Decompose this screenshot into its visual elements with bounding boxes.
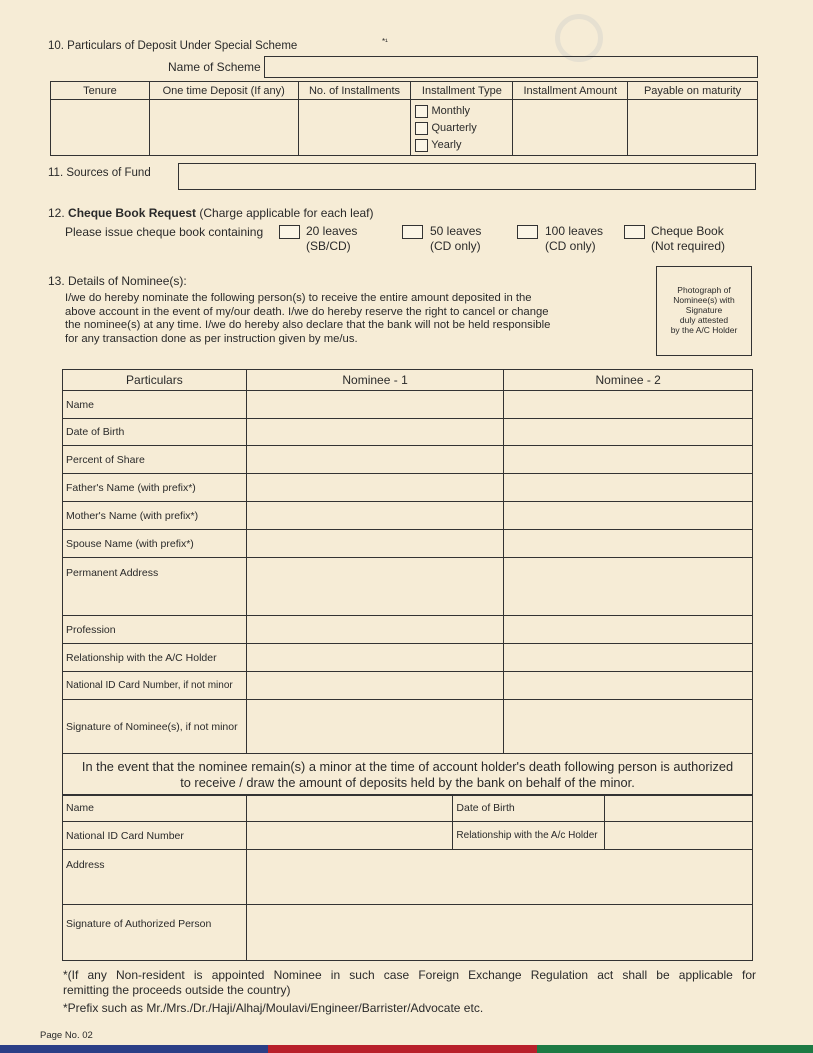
- footer-color-stripe: [0, 1045, 813, 1053]
- no-cheque-line2: (Not required): [651, 239, 726, 253]
- photo-box-line: Signature: [685, 305, 723, 315]
- nominee2-profession[interactable]: [504, 616, 753, 644]
- section-13-heading: 13. Details of Nominee(s):: [48, 274, 187, 288]
- installment-amount-cell[interactable]: [513, 100, 628, 156]
- option-20-leaves[interactable]: [279, 224, 300, 239]
- guardian-dob-label: Date of Birth: [453, 795, 605, 822]
- stripe-red: [268, 1045, 536, 1053]
- header-nominee-2: Nominee - 2: [504, 370, 753, 391]
- stripe-green: [537, 1045, 813, 1053]
- col-installment-amount: Installment Amount: [513, 82, 628, 100]
- photo-box-line: duly attested: [679, 315, 729, 325]
- guardian-address-field[interactable]: [246, 850, 752, 905]
- leaves-100-line2: (CD only): [545, 239, 596, 253]
- checkbox-20-leaves[interactable]: [279, 225, 300, 239]
- section-10-asterisk: *¹: [382, 37, 388, 46]
- quarterly-checkbox[interactable]: [415, 122, 428, 135]
- nominee1-relationship[interactable]: [246, 644, 504, 672]
- photo-box-line: Nominee(s) with: [673, 295, 735, 305]
- deposit-scheme-table: [50, 81, 758, 156]
- label-50-leaves: [430, 224, 481, 254]
- leaves-20-line1: 20 leaves: [306, 224, 358, 238]
- row-label-profession: Profession: [63, 616, 247, 644]
- col-tenure: Tenure: [51, 82, 150, 100]
- declaration-line: I/we do hereby nominate the following person(s) to receive the entire amount deposited in the: [65, 292, 532, 304]
- minor-notice-line: to receive / draw the amount of deposits held by the bank on behalf of the minor.: [180, 774, 635, 790]
- option-quarterly[interactable]: [415, 120, 512, 137]
- col-no-installments: No. of Installments: [298, 82, 411, 100]
- minor-notice-line: In the event that the nominee remain(s) a minor at the time of account holder's death following person is authorized: [81, 758, 734, 774]
- declaration-line: the nominee(s) at any time. I/we do hereby also declare that the bank will not be held responsible: [65, 319, 551, 331]
- prefix-note: *Prefix such as Mr./Mrs./Dr./Haji/Alhaj/Moulavi/Engineer/Barrister/Advocate etc.: [63, 1001, 484, 1015]
- section-12-number: 12.: [48, 206, 65, 220]
- scheme-name-field[interactable]: [264, 56, 758, 78]
- guardian-table: [62, 794, 753, 961]
- show-through-logo: [555, 14, 603, 62]
- nominee1-name[interactable]: [246, 391, 504, 419]
- nominee1-address[interactable]: [246, 558, 504, 616]
- col-one-time-deposit: One time Deposit (If any): [149, 82, 298, 100]
- row-label-nid: National ID Card Number, if not minor: [63, 672, 247, 700]
- checkbox-50-leaves[interactable]: [402, 225, 423, 239]
- installment-type-cell: [411, 100, 513, 156]
- nominee1-profession[interactable]: [246, 616, 504, 644]
- section-11-heading: 11. Sources of Fund: [48, 167, 151, 179]
- yearly-label: Yearly: [431, 139, 462, 151]
- tenure-cell[interactable]: [51, 100, 150, 156]
- nominee1-spouse[interactable]: [246, 530, 504, 558]
- nominee-table: [62, 369, 753, 796]
- label-no-cheque-book: [651, 224, 725, 254]
- minor-notice: [63, 754, 753, 796]
- no-installments-cell[interactable]: [298, 100, 411, 156]
- row-label-share: Percent of Share: [63, 446, 247, 474]
- one-time-deposit-cell[interactable]: [149, 100, 298, 156]
- guardian-relationship-field[interactable]: [605, 822, 753, 850]
- guardian-nid-label: National ID Card Number: [63, 822, 247, 850]
- page-number: Page No. 02: [40, 1030, 93, 1041]
- nominee2-dob[interactable]: [504, 419, 753, 446]
- quarterly-label: Quarterly: [431, 122, 477, 134]
- nonresident-note-line2: remitting the proceeds outside the country): [63, 983, 291, 997]
- monthly-checkbox[interactable]: [415, 105, 428, 118]
- photo-box-line: Photograph of: [677, 285, 731, 295]
- guardian-relationship-label: Relationship with the A/c Holder: [453, 822, 605, 850]
- row-label-signature: Signature of Nominee(s), if not minor: [63, 700, 247, 754]
- sources-of-fund-field[interactable]: [178, 163, 756, 190]
- row-label-relationship: Relationship with the A/C Holder: [63, 644, 247, 672]
- row-label-address: Permanent Address: [63, 558, 247, 616]
- cheque-book-note: (Charge applicable for each leaf): [199, 206, 374, 220]
- label-20-leaves: [306, 224, 357, 254]
- nominee2-mother[interactable]: [504, 502, 753, 530]
- nominee2-name[interactable]: [504, 391, 753, 419]
- nonresident-note-line1: *(If any Non-resident is appointed Nominee in such case Foreign Exchange Regulation act shall be applicable for: [63, 968, 756, 982]
- guardian-dob-field[interactable]: [605, 795, 753, 822]
- nominee2-relationship[interactable]: [504, 644, 753, 672]
- nominee2-share[interactable]: [504, 446, 753, 474]
- option-yearly[interactable]: [415, 137, 512, 154]
- yearly-checkbox[interactable]: [415, 139, 428, 152]
- header-nominee-1: Nominee - 1: [246, 370, 504, 391]
- nominee-photo-box[interactable]: [656, 266, 752, 356]
- leaves-20-line2: (SB/CD): [306, 239, 351, 253]
- declaration-line: for any transaction done as per instruction given by me/us.: [65, 332, 358, 345]
- nominee2-address[interactable]: [504, 558, 753, 616]
- photo-box-line: by the A/C Holder: [670, 325, 738, 335]
- guardian-signature-label: Signature of Authorized Person: [63, 905, 247, 961]
- col-installment-type: Installment Type: [411, 82, 513, 100]
- option-monthly[interactable]: [415, 103, 512, 120]
- nominee2-signature[interactable]: [504, 700, 753, 754]
- option-no-cheque-book[interactable]: [624, 224, 645, 239]
- nominee1-mother[interactable]: [246, 502, 504, 530]
- cheque-prompt: Please issue cheque book containing: [65, 225, 264, 239]
- row-label-father: Father's Name (with prefix*): [63, 474, 247, 502]
- label-100-leaves: [545, 224, 603, 254]
- checkbox-no-cheque-book[interactable]: [624, 225, 645, 239]
- option-100-leaves[interactable]: [517, 224, 538, 239]
- nominee1-share[interactable]: [246, 446, 504, 474]
- guardian-name-label: Name: [63, 795, 247, 822]
- leaves-50-line2: (CD only): [430, 239, 481, 253]
- nominee1-father[interactable]: [246, 474, 504, 502]
- checkbox-100-leaves[interactable]: [517, 225, 538, 239]
- col-payable-maturity: Payable on maturity: [628, 82, 758, 100]
- nominee2-nid[interactable]: [504, 672, 753, 700]
- guardian-address-label: Address: [63, 850, 247, 905]
- section-10-heading: 10. Particulars of Deposit Under Special Scheme: [48, 40, 298, 52]
- option-50-leaves[interactable]: [402, 224, 423, 239]
- monthly-label: Monthly: [431, 105, 471, 117]
- stripe-blue: [0, 1045, 268, 1053]
- declaration-line: above account in the event of my/our death. I/we do hereby reserve the right to cancel or change: [65, 305, 549, 318]
- no-cheque-line1: Cheque Book: [651, 224, 724, 238]
- nominee2-father[interactable]: [504, 474, 753, 502]
- nominee2-spouse[interactable]: [504, 530, 753, 558]
- row-label-dob: Date of Birth: [63, 419, 247, 446]
- cheque-book-title: Cheque Book Request: [68, 206, 197, 220]
- row-label-name: Name: [63, 391, 247, 419]
- leaves-100-line1: 100 leaves: [545, 224, 604, 238]
- leaves-50-line1: 50 leaves: [430, 224, 482, 238]
- section-12-heading: [48, 206, 374, 220]
- nominee1-signature[interactable]: [246, 700, 504, 754]
- guardian-name-field[interactable]: [246, 795, 453, 822]
- row-label-spouse: Spouse Name (with prefix*): [63, 530, 247, 558]
- nominee-declaration: [65, 292, 645, 346]
- payable-maturity-cell[interactable]: [628, 100, 758, 156]
- guardian-signature-field[interactable]: [246, 905, 752, 961]
- nominee1-dob[interactable]: [246, 419, 504, 446]
- row-label-mother: Mother's Name (with prefix*): [63, 502, 247, 530]
- guardian-nid-field[interactable]: [246, 822, 453, 850]
- scheme-label: Name of Scheme: [168, 60, 261, 74]
- nominee1-nid[interactable]: [246, 672, 504, 700]
- header-particulars: Particulars: [63, 370, 247, 391]
